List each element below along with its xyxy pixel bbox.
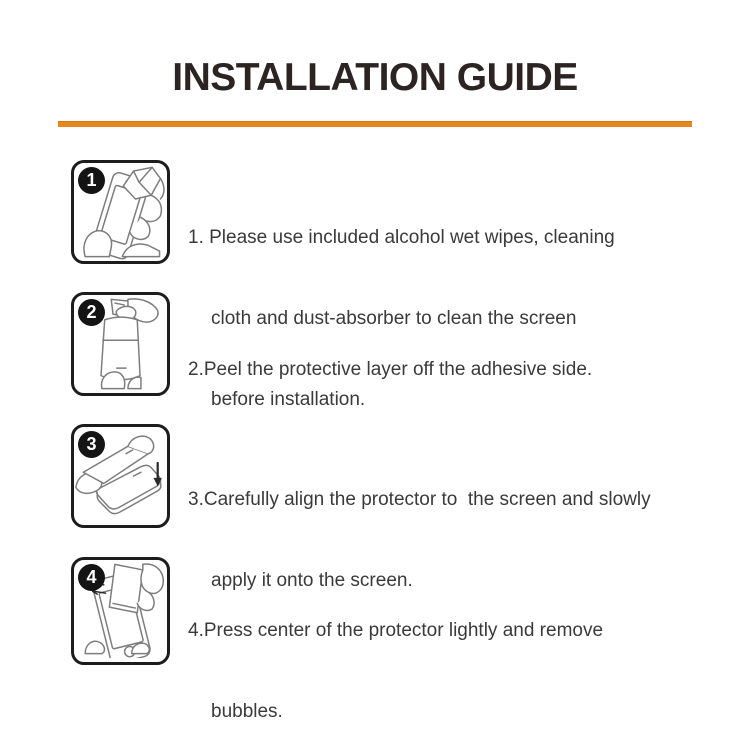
step2-number-badge: 2 bbox=[78, 299, 105, 326]
title-divider-line bbox=[58, 121, 692, 127]
step3-number-badge: 3 bbox=[78, 431, 105, 458]
step2-illustration-box bbox=[71, 292, 170, 396]
step1-line1: 1. Please use included alcohol wet wipes, cleaning bbox=[188, 227, 615, 248]
step1-line3: before installation. bbox=[211, 389, 366, 410]
step3-line1: 3.Carefully align the protector to the screen and slowly bbox=[188, 489, 651, 510]
step1-line2: cloth and dust-absorber to clean the screen bbox=[211, 308, 577, 329]
page-title: INSTALLATION GUIDE bbox=[172, 56, 578, 99]
step3-illustration-box bbox=[71, 424, 170, 528]
step4-line1: 4.Press center of the protector lightly and remove bbox=[188, 620, 604, 641]
step1-illustration-box bbox=[71, 160, 170, 264]
step4-number-badge: 4 bbox=[78, 564, 105, 591]
step1-number-badge: 1 bbox=[78, 167, 105, 194]
step2-text bbox=[188, 302, 592, 410]
step3-line2: apply it onto the screen. bbox=[211, 570, 413, 591]
step4-text bbox=[188, 563, 603, 752]
step4-illustration-box bbox=[71, 557, 170, 665]
step4-line2: bubbles. bbox=[211, 701, 283, 722]
step2-line1: 2.Peel the protective layer off the adhesive side. bbox=[188, 359, 593, 380]
